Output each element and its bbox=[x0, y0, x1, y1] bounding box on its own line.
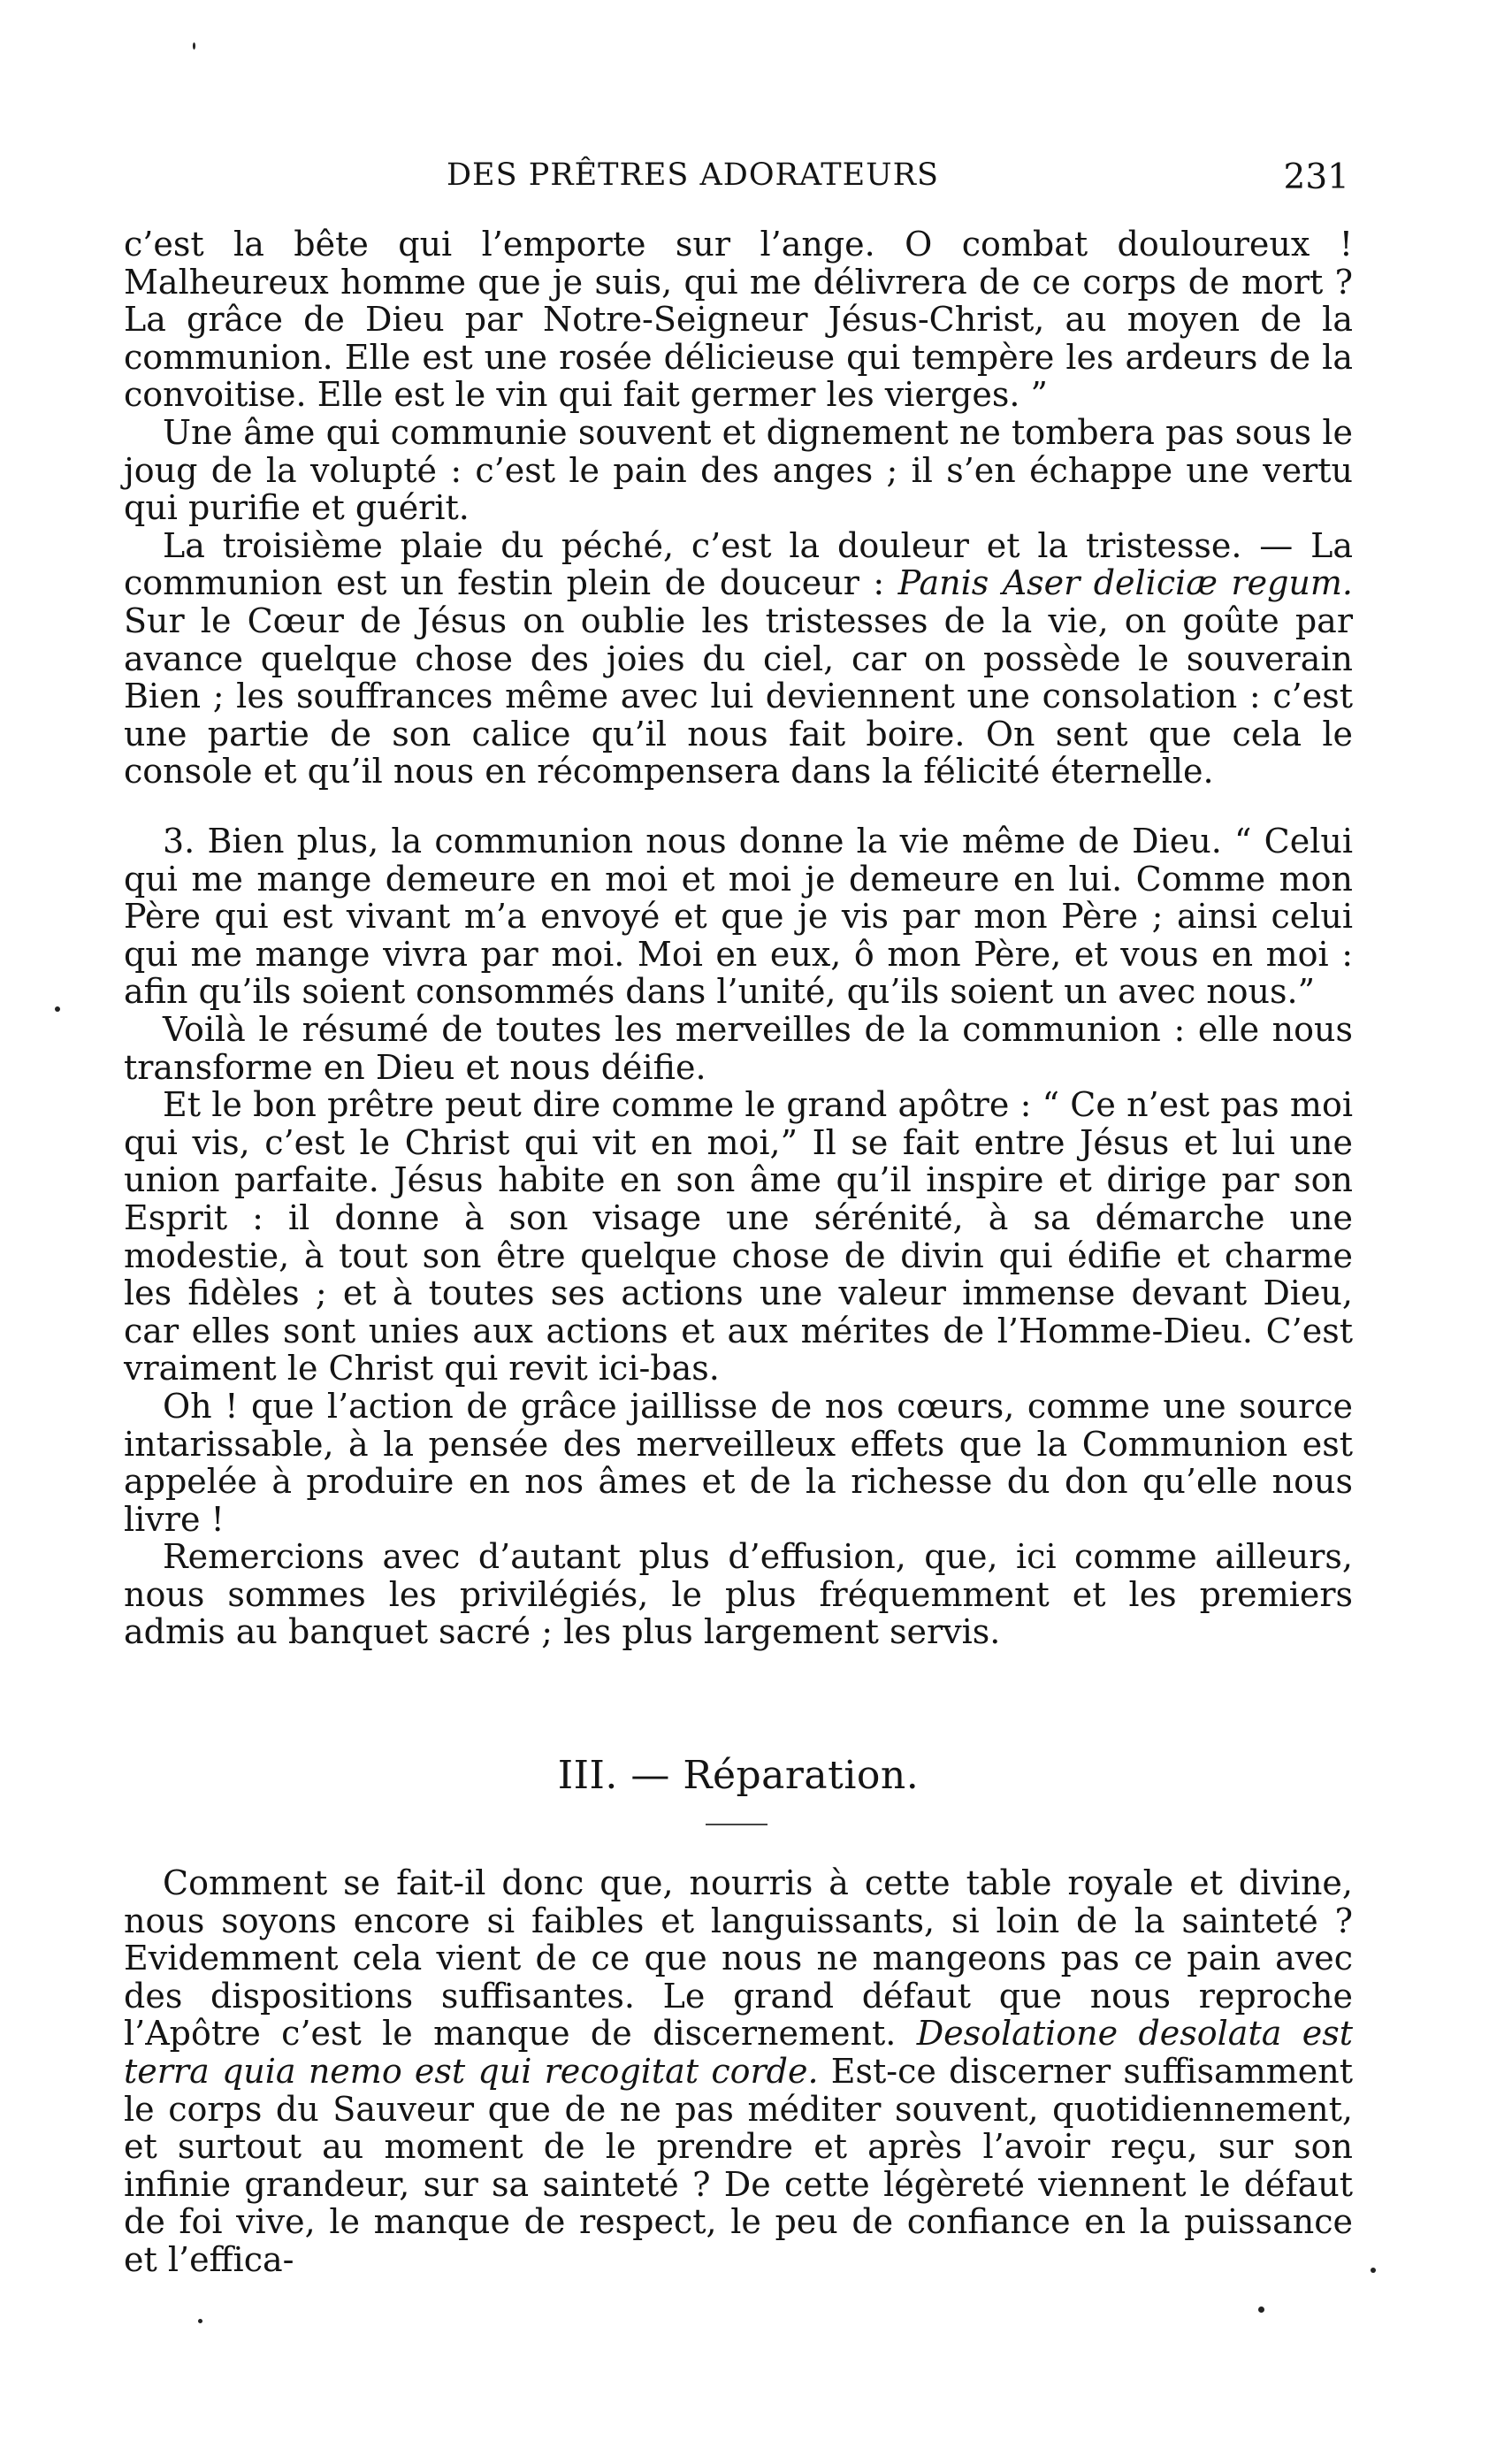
paragraph: Une âme qui communie souvent et dignement ne tombera pas sous le joug de la volupté : c’est le pain des anges ; il s’en échappe une vertu qui purifie et guérit. bbox=[124, 412, 1353, 528]
book-page bbox=[124, 0, 1353, 2448]
paragraph: Oh ! que l’action de grâce jaillisse de nos cœurs, comme une source intarissable, à la pensée des merveilleux effets que la Communion est appelée à produire en nos âmes et de la richesse du don qu’elle nous livre ! bbox=[124, 1386, 1353, 1539]
print-speck bbox=[193, 42, 195, 50]
print-speck bbox=[1258, 2306, 1264, 2313]
text-block-reparation bbox=[124, 1864, 1353, 2279]
paragraph-text: La troisième plaie du péché, c’est la douleur et la tristesse. — La communion est un festin plein de douceur : bbox=[124, 525, 1353, 603]
latin-quotation: Panis Aser deliciæ regum. bbox=[897, 563, 1353, 603]
paragraph-text: Sur le Cœur de Jésus on oublie les tristesses de la vie, on goûte par avance quelque chose des joies du ciel, car on possède le souverain Bien ; les souffrances même avec lui deviennent une consolation : c’est une partie de son calice qu’il nous fait boire. On sent que cela le console et qu’il nous en récompensera dans la félicité éternelle. bbox=[124, 601, 1353, 792]
paragraph: 3. Bien plus, la communion nous donne la vie même de Dieu. “ Celui qui me mange demeure en moi et moi je demeure en lui. Comme mon Père qui est vivant m’a envoyé et que je vis par mon Père ; ainsi celui qui me mange vivra par moi. Moi en eux, ô mon Père, et vous en moi : afin qu’ils soient consommés dans l’unité, qu’ils soient un avec nous.” bbox=[124, 822, 1353, 1012]
paragraph: Remercions avec d’autant plus d’effusion, que, ici comme ailleurs, nous sommes les privilégiés, le plus fréquemment et les premiers admis au banquet sacré ; les plus largement servis. bbox=[124, 1537, 1353, 1652]
text-block-communion-effects bbox=[124, 226, 1353, 791]
paragraph: Et le bon prêtre peut dire comme le grand apôtre : “ Ce n’est pas moi qui vis, c’est le Christ qui vit en moi,” Il se fait entre Jésus et lui une union parfaite. Jésus habite en son âme qu’il inspire et dirige par son Esprit : il donne à son visage une sérénité, à sa démarche une modestie, à tout son être quelque chose de divin qui édifie et charme les fidèles ; et à toutes ses actions une valeur immense devant Dieu, car elles sont unies aux actions et aux mérites de l’Homme-Dieu. C’est vraiment le Christ qui revit ici-bas. bbox=[124, 1085, 1353, 1388]
print-speck bbox=[1371, 2268, 1376, 2273]
text-block-divine-life bbox=[124, 822, 1353, 1651]
running-head bbox=[124, 157, 1353, 210]
section-divider bbox=[706, 1824, 767, 1825]
page-number: 231 bbox=[1283, 157, 1349, 197]
paragraph bbox=[124, 1864, 1353, 2279]
paragraph-text: Est-ce discerner suffisamment le corps du Sauveur que de ne pas méditer souvent, quotidiennement, et surtout au moment de le prendre et après l’avoir reçu, sur son infinie grandeur, sur sa sainteté ? De cette légèreté viennent le défaut de foi vive, le manque de respect, le peu de confiance en la puissance et l’effica- bbox=[124, 2051, 1353, 2279]
paragraph bbox=[124, 527, 1353, 791]
running-title: DES PRÊTRES ADORATEURS bbox=[447, 157, 939, 193]
print-speck bbox=[55, 1006, 60, 1012]
print-speck bbox=[198, 2319, 202, 2323]
section-heading: III. — Réparation. bbox=[557, 1753, 920, 1798]
paragraph: c’est la bête qui l’emporte sur l’ange. O combat douloureux ! Malheureux homme que je suis, qui me délivrera de ce corps de mort ? La grâce de Dieu par Notre-Seigneur Jésus-Christ, au moyen de la communion. Elle est une rosée délicieuse qui tempère les ardeurs de la convoitise. Elle est le vin qui fait germer les vierges. ” bbox=[124, 225, 1353, 415]
latin-quotation: Desolatione desolata est terra quia nemo est qui recogitat corde. bbox=[124, 2014, 1353, 2091]
paragraph-text: Comment se fait-il donc que, nourris à cette table royale et divine, nous soyons encore si faibles et languissants, si loin de la sainteté ? Evidemment cela vient de ce que nous ne mangeons pas ce pain avec des dispositions suffisantes. Le grand défaut que nous reproche l’Apôtre c’est le manque de discernement. bbox=[124, 1863, 1353, 2054]
paragraph: Voilà le résumé de toutes les merveilles de la communion : elle nous transforme en Dieu et nous déifie. bbox=[124, 1009, 1353, 1087]
